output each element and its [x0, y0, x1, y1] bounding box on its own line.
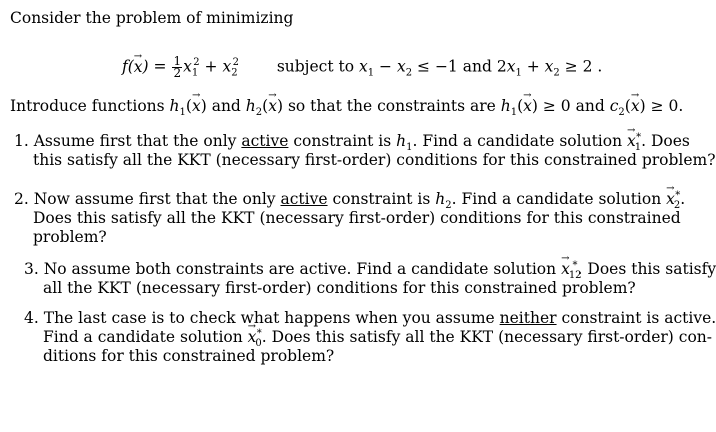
list-item-3-line-2: all the KKT (necessary first-order) conditions for this constrained problem?	[43, 279, 636, 297]
neither-underlined: neither	[499, 309, 557, 327]
one-half-fraction: $\frac{1}{2}$	[173, 54, 182, 80]
introduce-functions-text: Introduce functions $h_1(\to x)$ and $h_2(\to x)$ so that the constraints are $h_1(\to x) \ge 0$ and $c_2(\to x) \ge 0$.	[10, 96, 683, 116]
list-item-3: 3. No assume both constraints are active. Find a candidate solution → $x_{12}^*$. Does this satisfy	[24, 259, 716, 279]
active-underlined: active	[241, 132, 289, 150]
list-item-2-line-2: Does this satisfy all the KKT (necessary first-order) conditions for this constrained	[33, 209, 681, 227]
list-item-4-line-3: ditions for this constrained problem?	[43, 347, 335, 365]
list-item-4-line-2: Find a candidate solution → $x_0^*$. Does this satisfy all the KKT (necessary first-order) con-	[43, 327, 712, 347]
list-item-4: 4. The last case is to check what happens when you assume neither constraint is active.	[24, 309, 716, 327]
objective-equation: f(→ x) = $\frac{1}{2}$ $x_1^2 + x_2^2$ subject to $x_1 - x_2 \le -1$ and $2x_1 + x_2 \ge 2$ .	[122, 56, 602, 79]
list-item-1-line-2: this satisfy all the KKT (necessary first-order) conditions for this constrained problem?	[33, 151, 716, 169]
list-item-2-line-3: problem?	[33, 228, 107, 246]
list-item-1: 1. Assume first that the only active constraint is $h_1$. Find a candidate solution → $x_1^*$. Does	[14, 131, 690, 151]
subject-to-label: subject to	[276, 57, 355, 76]
active-underlined: active	[280, 190, 328, 208]
list-item-2: 2. Now assume first that the only active constraint is $h_2$. Find a candidate solution → $x_2^*$.	[14, 189, 685, 209]
intro-text: Consider the problem of minimizing	[10, 9, 294, 27]
